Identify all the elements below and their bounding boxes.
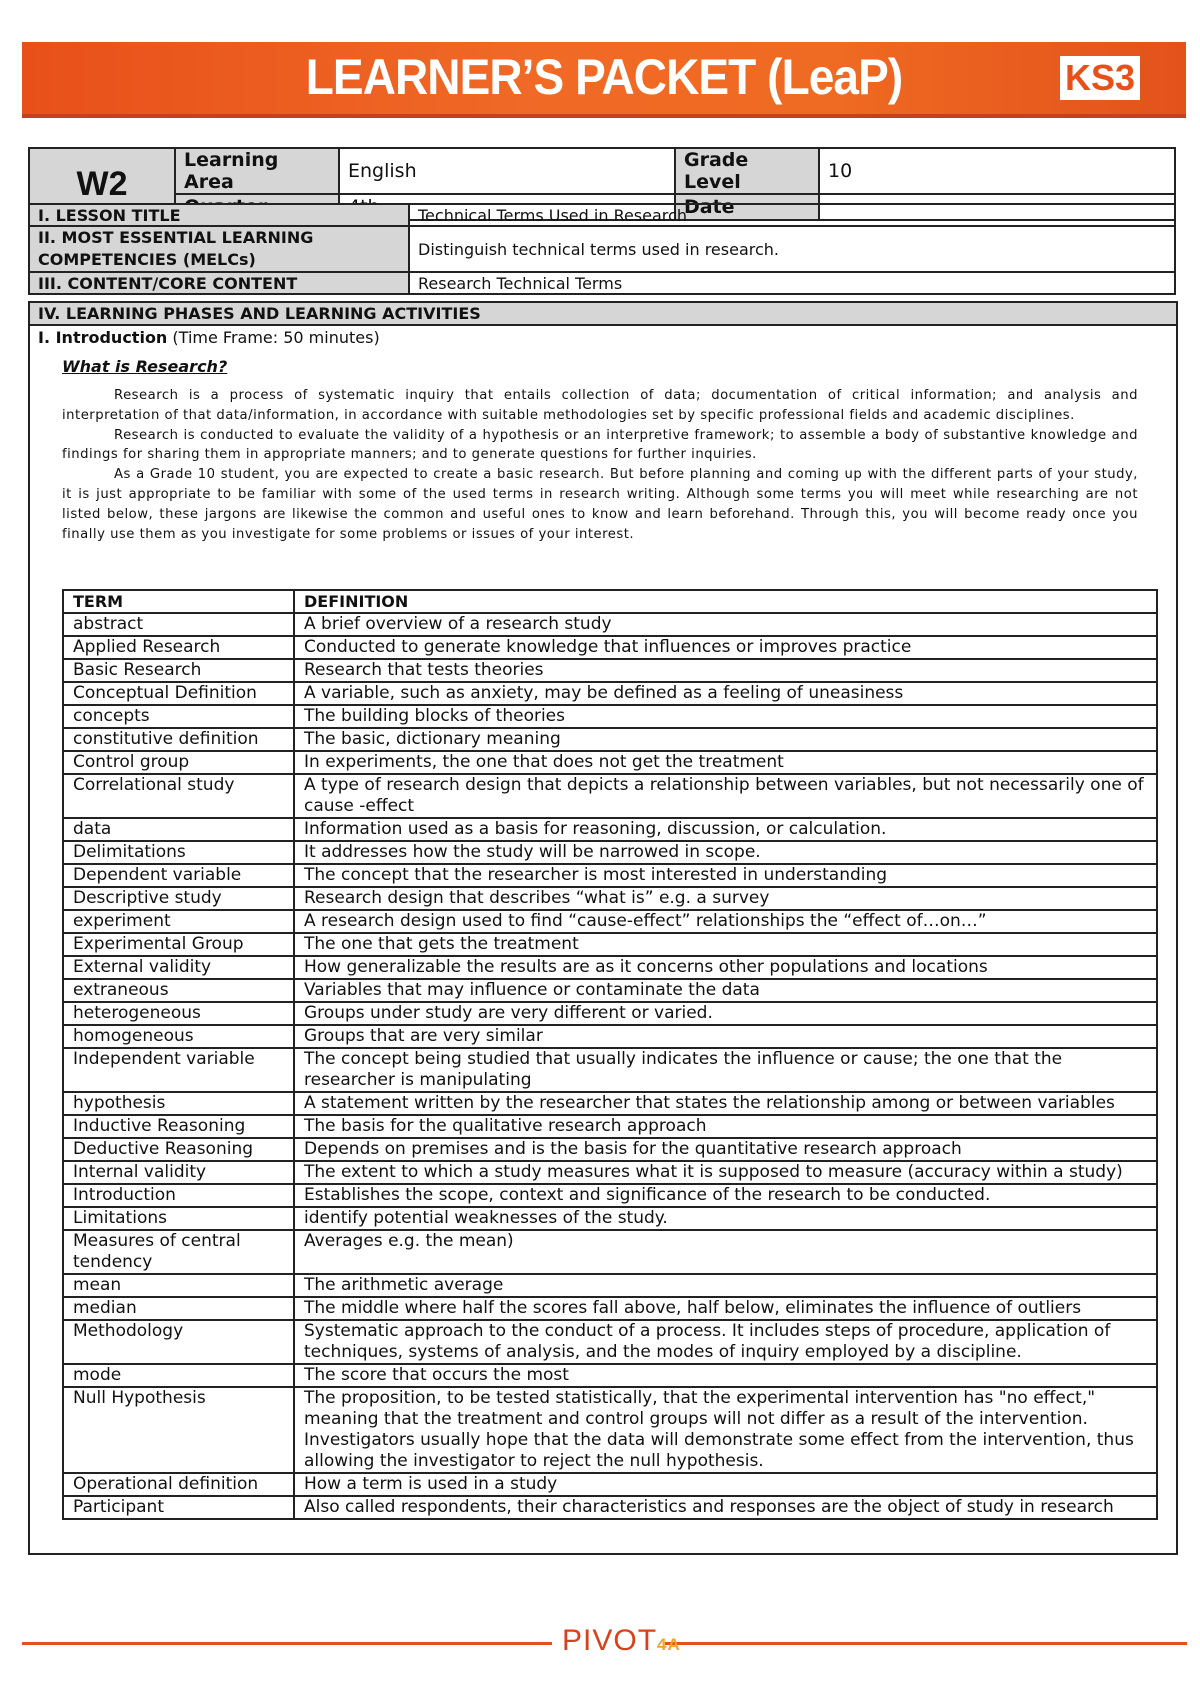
- term-cell: Delimitations: [63, 841, 294, 864]
- table-row: [63, 1473, 1157, 1496]
- table-row: [63, 933, 1157, 956]
- definition-cell: Variables that may influence or contaminate the data: [294, 979, 1157, 1002]
- leap-banner: [22, 42, 1186, 118]
- melc-label: II. MOST ESSENTIAL LEARNING COMPETENCIES (MELCs): [29, 226, 409, 272]
- definition-cell: The one that gets the treatment: [294, 933, 1157, 956]
- definition-cell: Information used as a basis for reasoning, discussion, or calculation.: [294, 818, 1157, 841]
- table-row: [63, 1138, 1157, 1161]
- table-row: [63, 1364, 1157, 1387]
- definition-cell: The basic, dictionary meaning: [294, 728, 1157, 751]
- table-row: [63, 774, 1157, 818]
- term-cell: Methodology: [63, 1320, 294, 1364]
- term-cell: Experimental Group: [63, 933, 294, 956]
- definition-cell: A type of research design that depicts a relationship between variables, but not necessarily one of cause -effect: [294, 774, 1157, 818]
- table-row: [63, 1025, 1157, 1048]
- table-row: [63, 1161, 1157, 1184]
- definition-cell: The concept that the researcher is most interested in understanding: [294, 864, 1157, 887]
- table-row: [63, 1496, 1157, 1519]
- definition-cell: Research design that describes “what is” e.g. a survey: [294, 887, 1157, 910]
- definition-cell: A brief overview of a research study: [294, 613, 1157, 636]
- term-cell: hypothesis: [63, 1092, 294, 1115]
- table-row: [63, 841, 1157, 864]
- table-row: [63, 818, 1157, 841]
- table-row: [63, 1230, 1157, 1274]
- table-row: [63, 682, 1157, 705]
- definition-cell: The extent to which a study measures what it is supposed to measure (accuracy within a study): [294, 1161, 1157, 1184]
- term-cell: Introduction: [63, 1184, 294, 1207]
- term-column-header: TERM: [63, 590, 294, 613]
- lesson-title-value: Technical Terms Used in Research: [409, 204, 1175, 226]
- definition-cell: It addresses how the study will be narrowed in scope.: [294, 841, 1157, 864]
- content-value: Research Technical Terms: [409, 272, 1175, 294]
- phases-heading: IV. LEARNING PHASES AND LEARNING ACTIVITIES: [30, 303, 1176, 326]
- term-cell: Control group: [63, 751, 294, 774]
- table-row: [63, 636, 1157, 659]
- term-cell: extraneous: [63, 979, 294, 1002]
- definition-cell: The proposition, to be tested statistically, that the experimental intervention has "no effect," meaning that the treatment and control groups will not differ as a result of the intervention. Investigators usually hope that the data will demonstrate some effect from the intervention, thus allowing the investigator to reject the null hypothesis.: [294, 1387, 1157, 1473]
- paragraph: Research is conducted to evaluate the validity of a hypothesis or an interpretive framework; to assemble a body of substantive knowledge and findings for sharing them in appropriate manners; and to generate questions for further inquiries.: [62, 427, 1138, 463]
- definition-cell: The score that occurs the most: [294, 1364, 1157, 1387]
- definition-cell: The basis for the qualitative research approach: [294, 1115, 1157, 1138]
- term-cell: Deductive Reasoning: [63, 1138, 294, 1161]
- term-cell: Participant: [63, 1496, 294, 1519]
- definition-cell: Groups under study are very different or varied.: [294, 1002, 1157, 1025]
- paragraph: As a Grade 10 student, you are expected to create a basic research. But before planning and coming up with the different parts of your study, it is just appropriate to be familiar with some of the used terms in research writing. Although some terms you will meet while researching are not listed below, these jargons are likewise the common and useful ones to know and learn beforehand. Through this, you will become ready once you finally use them as you investigate for some problems or issues of your interest.: [62, 467, 1138, 542]
- term-cell: Operational definition: [63, 1473, 294, 1496]
- terms-table: [62, 589, 1158, 1520]
- term-cell: abstract: [63, 613, 294, 636]
- learning-area-value: English: [339, 148, 675, 194]
- learning-phases-section: [28, 301, 1178, 1555]
- term-cell: Applied Research: [63, 636, 294, 659]
- grade-level-label: Grade Level: [675, 148, 819, 194]
- definition-cell: How generalizable the results are as it concerns other populations and locations: [294, 956, 1157, 979]
- term-cell: Internal validity: [63, 1161, 294, 1184]
- lesson-title-label: I. LESSON TITLE: [29, 204, 409, 226]
- table-row: [63, 1092, 1157, 1115]
- table-row: [63, 1297, 1157, 1320]
- definition-cell: Systematic approach to the conduct of a process. It includes steps of procedure, application of techniques, systems of analysis, and the modes of inquiry employed by a discipline.: [294, 1320, 1157, 1364]
- definition-cell: A research design used to find “cause-effect” relationships the “effect of…on…”: [294, 910, 1157, 933]
- table-row: [63, 751, 1157, 774]
- pivot-logo: [562, 1624, 681, 1658]
- definition-cell: Research that tests theories: [294, 659, 1157, 682]
- footer-divider-left: [22, 1642, 552, 1645]
- term-cell: mode: [63, 1364, 294, 1387]
- definition-cell: The building blocks of theories: [294, 705, 1157, 728]
- what-is-research-heading: What is Research?: [62, 357, 228, 376]
- definition-cell: A statement written by the researcher that states the relationship among or between variables: [294, 1092, 1157, 1115]
- week-label: W2: [29, 148, 175, 220]
- footer-divider-right: [665, 1642, 1187, 1645]
- table-row: [63, 728, 1157, 751]
- table-row: [63, 910, 1157, 933]
- term-cell: Null Hypothesis: [63, 1387, 294, 1473]
- table-row: [63, 1184, 1157, 1207]
- content-label: III. CONTENT/CORE CONTENT: [29, 272, 409, 294]
- term-cell: constitutive definition: [63, 728, 294, 751]
- table-row: [63, 659, 1157, 682]
- definition-cell: How a term is used in a study: [294, 1473, 1157, 1496]
- table-row: [63, 1274, 1157, 1297]
- term-cell: Dependent variable: [63, 864, 294, 887]
- definition-cell: Establishes the scope, context and significance of the research to be conducted.: [294, 1184, 1157, 1207]
- table-row: [63, 1048, 1157, 1092]
- term-cell: Measures of central tendency: [63, 1230, 294, 1274]
- term-cell: mean: [63, 1274, 294, 1297]
- term-cell: Independent variable: [63, 1048, 294, 1092]
- term-cell: Descriptive study: [63, 887, 294, 910]
- definition-cell: Groups that are very similar: [294, 1025, 1157, 1048]
- term-cell: heterogeneous: [63, 1002, 294, 1025]
- term-cell: Limitations: [63, 1207, 294, 1230]
- table-row: [63, 1207, 1157, 1230]
- term-cell: data: [63, 818, 294, 841]
- table-row: [63, 1320, 1157, 1364]
- definition-cell: identify potential weaknesses of the study.: [294, 1207, 1157, 1230]
- term-cell: External validity: [63, 956, 294, 979]
- table-row: [63, 956, 1157, 979]
- definition-cell: The middle where half the scores fall above, half below, eliminates the influence of outliers: [294, 1297, 1157, 1320]
- term-cell: Conceptual Definition: [63, 682, 294, 705]
- term-cell: concepts: [63, 705, 294, 728]
- table-row: [63, 887, 1157, 910]
- term-cell: experiment: [63, 910, 294, 933]
- definition-cell: A variable, such as anxiety, may be defined as a feeling of uneasiness: [294, 682, 1157, 705]
- ks3-badge: KS3: [1060, 56, 1140, 100]
- learning-area-label: Learning Area: [175, 148, 339, 194]
- definition-cell: Conducted to generate knowledge that influences or improves practice: [294, 636, 1157, 659]
- introduction-heading: [30, 326, 1176, 349]
- definition-column-header: DEFINITION: [294, 590, 1157, 613]
- table-row: [63, 613, 1157, 636]
- melc-value: Distinguish technical terms used in research.: [409, 226, 1175, 272]
- term-cell: median: [63, 1297, 294, 1320]
- banner-title: LEARNER’S PACKET (LeaP): [305, 49, 903, 105]
- table-row: [63, 864, 1157, 887]
- table-row: [63, 1002, 1157, 1025]
- pivot-logo-sub: 4A: [657, 1635, 681, 1654]
- term-cell: homogeneous: [63, 1025, 294, 1048]
- definition-cell: Depends on premises and is the basis for the quantitative research approach: [294, 1138, 1157, 1161]
- table-row: [63, 1387, 1157, 1473]
- term-cell: Basic Research: [63, 659, 294, 682]
- grade-level-value: 10: [819, 148, 1175, 194]
- definition-cell: The arithmetic average: [294, 1274, 1157, 1297]
- lesson-table: [28, 203, 1176, 295]
- table-row: [63, 1115, 1157, 1138]
- term-cell: Inductive Reasoning: [63, 1115, 294, 1138]
- intro-paragraphs: [62, 386, 1138, 544]
- definition-cell: The concept being studied that usually indicates the influence or cause; the one that the researcher is manipulating: [294, 1048, 1157, 1092]
- pivot-logo-text: PIVOT: [562, 1624, 658, 1657]
- term-cell: Correlational study: [63, 774, 294, 818]
- table-row: [63, 979, 1157, 1002]
- definition-cell: Averages e.g. the mean): [294, 1230, 1157, 1274]
- paragraph: Research is a process of systematic inquiry that entails collection of data; documentation of critical information; and analysis and interpretation of that data/information, in accordance with suitable methodologies set by specific professional fields and academic disciplines.: [62, 388, 1138, 423]
- date-label: Date: [675, 194, 819, 220]
- intro-label: I. Introduction: [38, 328, 168, 347]
- definition-cell: Also called respondents, their characteristics and responses are the object of study in research: [294, 1496, 1157, 1519]
- definition-cell: In experiments, the one that does not get the treatment: [294, 751, 1157, 774]
- table-row: [63, 705, 1157, 728]
- intro-time-frame: (Time Frame: 50 minutes): [167, 328, 380, 347]
